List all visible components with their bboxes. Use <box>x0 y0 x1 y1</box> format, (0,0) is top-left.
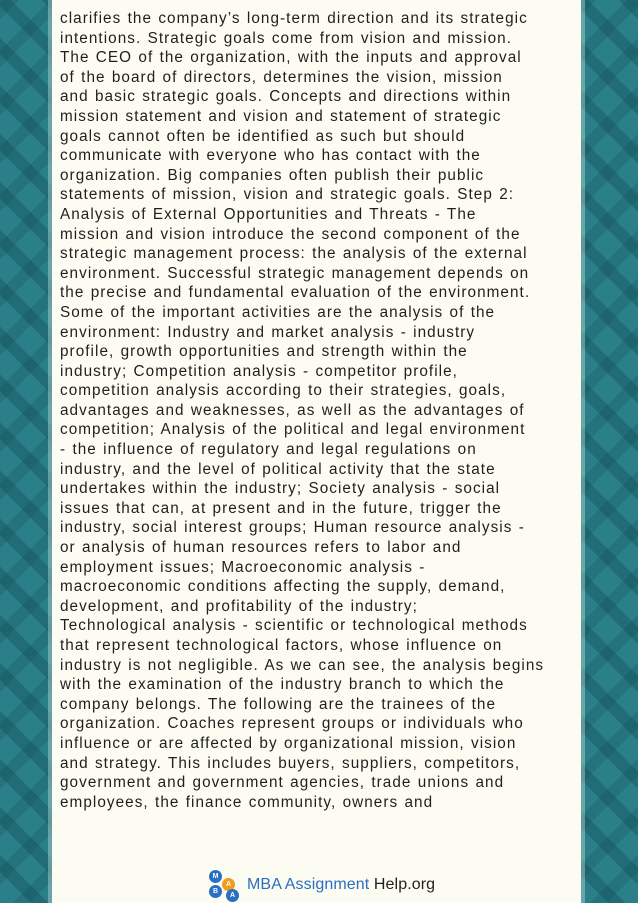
text-line: environment. Successful strategic management depends on <box>60 264 530 282</box>
text-line: industry; Competition analysis - competitor profile, <box>60 362 458 380</box>
text-line: development, and profitability of the industry; <box>60 597 418 615</box>
text-line: intentions. Strategic goals come from vision and mission. <box>60 29 512 47</box>
text-line: goals cannot often be identified as such but should <box>60 127 466 145</box>
text-line: issues that can, at present and in the future, trigger the <box>60 499 502 517</box>
footer-logo[interactable] <box>205 870 435 900</box>
text-line: that represent technological factors, whose influence on <box>60 637 503 654</box>
text-line: organization. Coaches represent groups or individuals who <box>60 715 524 733</box>
logo-letter-a-small: A <box>226 889 239 902</box>
document-body <box>60 9 578 812</box>
brand-name-accent: Help.org <box>373 876 436 893</box>
brand-name-main: MBA Assignment <box>247 876 374 893</box>
text-line: profile, growth opportunities and strength within the <box>60 343 468 361</box>
text-line: communicate with everyone who has contact with the <box>60 147 481 165</box>
text-line: mission and vision introduce the second component of the <box>60 225 521 243</box>
text-line: and basic strategic goals. Concepts and directions within <box>60 88 512 106</box>
text-line: of the board of directors, determines the vision, mission <box>60 68 503 86</box>
text-line: competition; Analysis of the political and legal environment <box>60 421 526 439</box>
text-line: with the examination of the industry branch to which the <box>60 676 505 694</box>
text-line: statements of mission, vision and strategic goals. Step 2: <box>60 186 515 204</box>
text-line: government and government agencies, trade unions and <box>60 774 505 792</box>
text-line: industry, social interest groups; Human resource analysis - <box>60 519 525 537</box>
text-line: organization. Big companies often publish their public <box>60 166 485 184</box>
logo-letter-a: A <box>222 878 235 891</box>
text-line: influence or are affected by organizational mission, vision <box>60 734 517 752</box>
logo-letter-b: B <box>209 885 222 898</box>
text-line: Analysis of External Opportunities and Threats - The <box>60 205 477 223</box>
text-line: and strategy. This includes buyers, suppliers, competitors, <box>60 754 521 772</box>
text-line: Technological analysis - scientific or technological methods <box>60 617 528 635</box>
text-line: employees, the finance community, owners and <box>60 793 434 811</box>
logo-letter-m: M <box>209 870 222 883</box>
text-line: competition analysis according to their strategies, goals, <box>60 382 507 400</box>
text-line: advantages and weaknesses, as well as the advantages of <box>60 401 525 419</box>
text-line: macroeconomic conditions affecting the supply, demand, <box>60 578 506 596</box>
text-line: The CEO of the organization, with the inputs and approval <box>60 49 522 67</box>
text-line: Some of the important activities are the analysis of the <box>60 303 496 321</box>
text-line: the precise and fundamental evaluation of the environment. <box>60 284 531 302</box>
mba-logo-icon <box>205 870 243 900</box>
brand-name <box>247 876 435 894</box>
text-line: employment issues; Macroeconomic analysis - <box>60 558 426 576</box>
text-line: industry, and the level of political activity that the state <box>60 460 496 478</box>
text-line: company belongs. The following are the trainees of the <box>60 695 497 713</box>
text-line: environment: Industry and market analysis - industry <box>60 323 476 341</box>
text-line: undertakes within the industry; Society analysis - social <box>60 480 501 498</box>
text-line: mission statement and vision and statement of strategic <box>60 107 502 125</box>
text-line: strategic management process: the analysis of the external <box>60 245 528 263</box>
text-line: - the influence of regulatory and legal regulations on <box>60 441 477 459</box>
text-line: industry is not negligible. As we can see, the analysis begins <box>60 656 545 674</box>
text-line: clarifies the company’s long-term direction and its strategic <box>60 10 528 27</box>
text-line: or analysis of human resources refers to labor and <box>60 539 462 557</box>
